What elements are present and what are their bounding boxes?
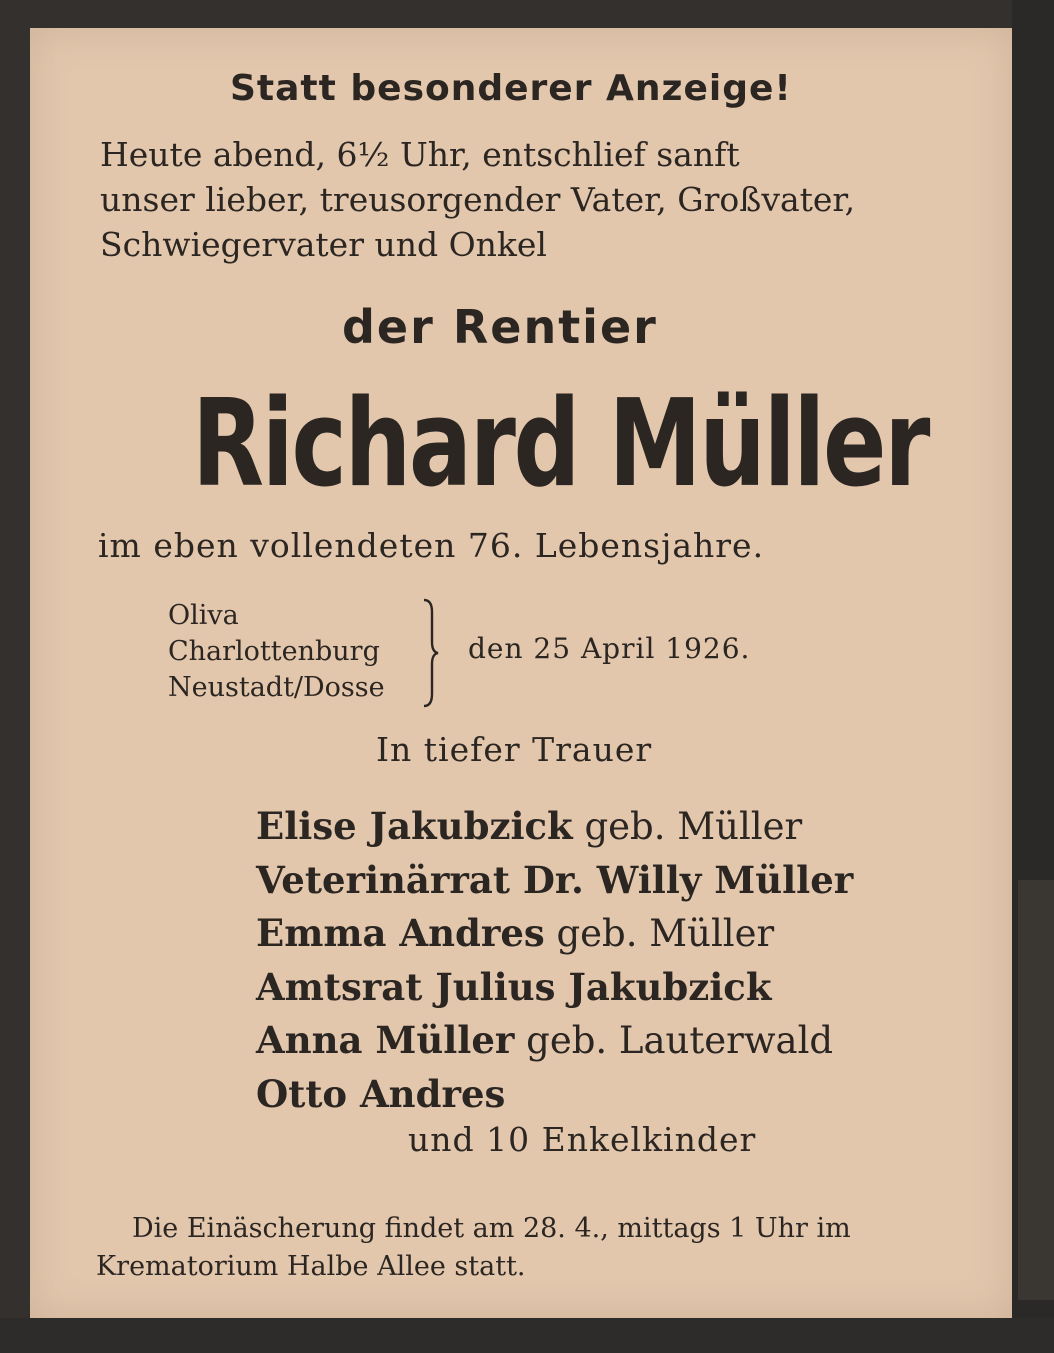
grandchildren-line: und 10 Enkelkinder bbox=[408, 1120, 757, 1159]
intro-line: Heute abend, 6½ Uhr, entschlief sanft bbox=[100, 135, 740, 174]
mourner-name: Elise Jakubzick bbox=[256, 804, 573, 848]
mourner-item bbox=[256, 1068, 853, 1122]
places-list bbox=[168, 598, 385, 706]
mourner-item bbox=[256, 907, 853, 961]
age-line: im eben vollendeten 76. Lebensjahre. bbox=[98, 526, 765, 565]
curly-brace bbox=[420, 598, 440, 708]
place-item: Neustadt/Dosse bbox=[168, 672, 385, 703]
death-date: den 25 April 1926. bbox=[468, 632, 751, 665]
intro-paragraph bbox=[100, 132, 950, 267]
mourner-name: Amtsrat Julius Jakubzick bbox=[256, 964, 772, 1009]
mourner-item bbox=[256, 800, 853, 854]
place-item: Charlottenburg bbox=[168, 636, 380, 667]
mourner-name: Otto Andres bbox=[256, 1071, 506, 1116]
bottom-border bbox=[0, 1318, 1054, 1353]
mourner-name: Veterinärrat Dr. Willy Müller bbox=[256, 857, 854, 902]
cremation-line: Die Einäscherung findet am 28. 4., mittags 1 Uhr im bbox=[132, 1213, 851, 1244]
mourners-list bbox=[256, 800, 853, 1121]
mourner-birth-name: geb. Lauterwald bbox=[526, 1019, 834, 1062]
place-item: Oliva bbox=[168, 600, 239, 631]
mourner-item bbox=[256, 1014, 853, 1068]
mourner-item bbox=[256, 961, 853, 1015]
cremation-notice bbox=[96, 1210, 946, 1286]
adjacent-column-strip-lower bbox=[1018, 880, 1054, 1300]
cremation-line: Krematorium Halbe Allee statt. bbox=[96, 1251, 526, 1282]
mourner-birth-name: geb. Müller bbox=[556, 912, 775, 955]
deceased-title: der Rentier bbox=[342, 300, 658, 354]
intro-line: unser lieber, treusorgender Vater, Großvater, bbox=[100, 180, 856, 219]
intro-line: Schwiegervater und Onkel bbox=[100, 225, 547, 264]
mourning-line: In tiefer Trauer bbox=[376, 730, 653, 769]
deceased-name: Richard Müller bbox=[192, 375, 929, 514]
mourner-name: Anna Müller bbox=[256, 1018, 515, 1062]
mourner-item bbox=[256, 854, 853, 908]
notice-heading: Statt besonderer Anzeige! bbox=[230, 68, 792, 109]
mourner-name: Emma Andres bbox=[256, 911, 545, 955]
mourner-birth-name: geb. Müller bbox=[584, 805, 803, 848]
